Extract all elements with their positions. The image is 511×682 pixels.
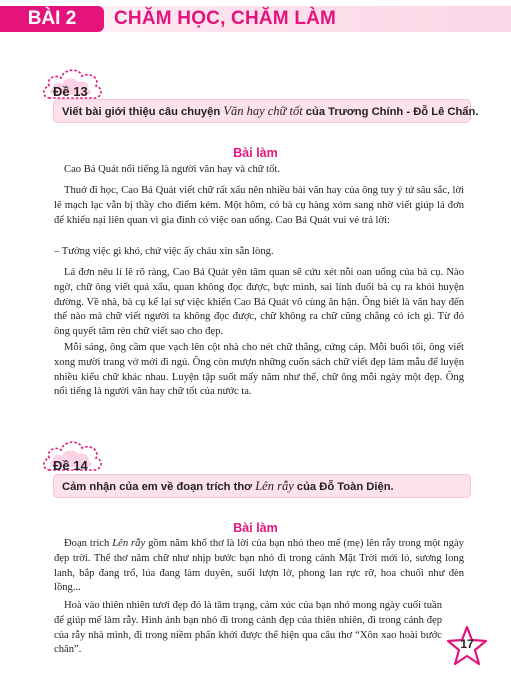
de14-block <box>40 434 474 504</box>
lesson-title: CHĂM HỌC, CHĂM LÀM <box>114 8 337 29</box>
de14-topic: Cảm nhận của em về đoạn trích thơ Lên rẫy của Đỗ Toàn Diện. <box>62 479 394 493</box>
de13-paragraph-4: Lá đơn nêu lí lẽ rõ ràng, Cao Bá Quát yên tâm quan sẽ cứu xét nỗi oan uổng của bà cụ. Nào ngờ, chữ ông viết quá xấu, quan không đọc được, bực mình, sai lính đuổi bà cụ ra khỏi huyện đường. Về nhà, bà cụ kể lại sự việc khiến Cao Bá Quát vô cùng ân hận. Ông biết là văn hay đến thế nào mà chữ viết người ta không đọc được, chữ không ra chữ cũng chẳng có ích gì. Từ đó ông quyết tâm rèn chữ viết sao cho đẹp. <box>54 267 464 338</box>
de13-topic-box <box>53 99 479 123</box>
de13-heading: Bài làm <box>233 146 278 160</box>
de13-paragraph-2: Thuở đi học, Cao Bá Quát viết chữ rất xấu nên nhiều bài văn hay của ông tuy ý tứ sâu sắc, lời lẽ mạch lạc vẫn bị thầy cho điểm kém. Một hôm, có bà cụ hàng xóm sang nhờ viết giúp lá đơn để khiếu nại liên quan vì gia đình có việc oan uổng. Cao Bá Quát vui vẻ trả lời: <box>54 185 464 226</box>
de13-paragraph-1: Cao Bá Quát nổi tiếng là người văn hay và chữ tốt. <box>64 164 280 175</box>
de13-block <box>40 62 479 132</box>
de13-topic: Viết bài giới thiệu câu chuyện Văn hay chữ tốt của Trương Chính - Đỗ Lê Chẩn. <box>62 104 479 118</box>
page-number: 17 <box>460 637 474 651</box>
lesson-badge: BÀI 2 <box>0 6 104 32</box>
lesson-header <box>0 6 511 32</box>
de14-label: Đề 14 <box>53 458 88 473</box>
de14-topic-box <box>53 474 471 498</box>
de13-label: Đề 13 <box>53 84 88 99</box>
de13-paragraph-3: – Tưởng việc gì khó, chứ việc ấy cháu xin sẵn lòng. <box>54 246 274 257</box>
de14-paragraph-2: Hoà vào thiên nhiên tươi đẹp đó là tâm trạng, cảm xúc của bạn nhỏ mong ngày cuối tuần để giúp mế làm rẫy. Hình ảnh bạn nhỏ đi trong cảnh đẹp của thiên nhiên, đi trong cảnh đẹp của rẫy nhà mình, đi trong niềm phấn khởi được thể hiện qua câu thơ “Xôn xao hoài bước chân”. <box>54 600 442 656</box>
de14-paragraph-1: Đoạn trích Lên rẫy gồm năm khổ thơ là lời của bạn nhỏ theo mế (mẹ) lên rẫy trong một ngày đẹp trời. Thế thơ năm chữ như nhịp bước bạn nhỏ đi trong cảnh Mặt Trời mới ló, sương long lanh, bắp đang trổ, lúa đang làm duyên, suối lượn lờ, phong lan rực rỡ, hoa chuối như đèn lồng... <box>54 538 464 594</box>
de13-paragraph-5: Mỗi sáng, ông cầm que vạch lên cột nhà cho nét chữ thẳng, cứng cáp. Mỗi buổi tối, ông viết xong mười trang vở mới đi ngủ. Ông còn mượn những cuốn sách chữ viết đẹp làm mẫu để luyện nhiều kiểu chữ khác nhau. Luyện tập suốt mấy năm như thế, chữ ông mỗi ngày một đẹp. Ông nổi tiếng là người văn hay chữ tốt của nước ta. <box>54 342 464 398</box>
de14-heading: Bài làm <box>233 521 278 535</box>
